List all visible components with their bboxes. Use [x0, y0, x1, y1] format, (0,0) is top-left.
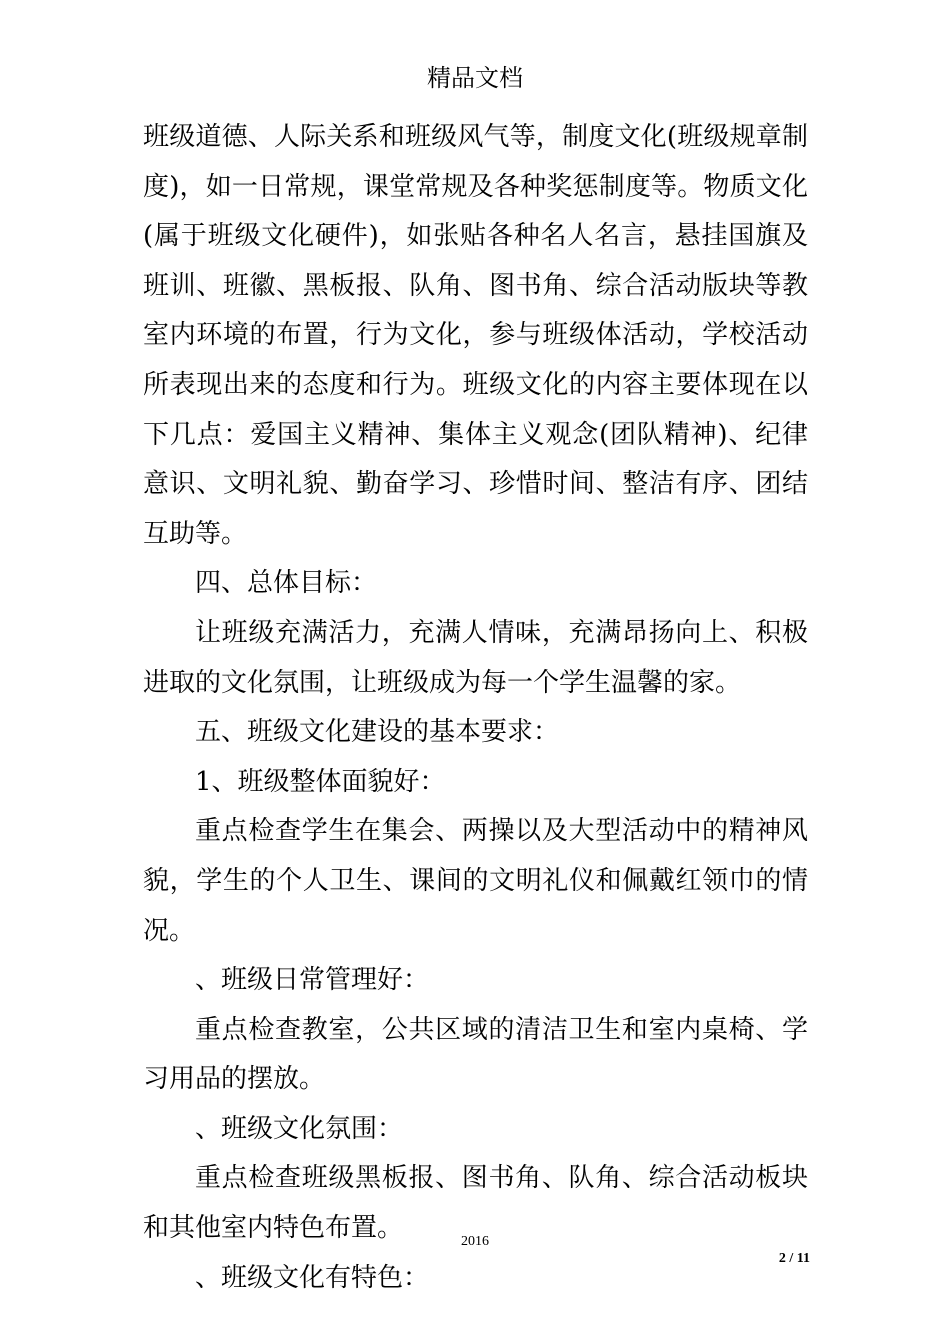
paragraph-culture-atmosphere: 重点检查班级黑板报、图书角、队角、综合活动板块和其他室内特色布置。 [143, 1163, 808, 1244]
paragraph-overall-appearance: 重点检查学生在集会、两操以及大型活动中的精神风貌，学生的个人卫生、课间的文明礼仪和佩戴红领巾的情况。 [143, 816, 808, 946]
subheading-overall-appearance: 1、班级整体面貌好： [195, 766, 446, 797]
subheading-culture-features: 、班级文化有特色： [195, 1262, 430, 1293]
heading-basic-requirements: 五、班级文化建设的基本要求： [195, 717, 560, 748]
document-body [143, 113, 808, 1303]
heading-overall-goal: 四、总体目标： [195, 568, 378, 599]
paragraph-overall-goal: 让班级充满活力，充满人情味，充满昂扬向上、积极进取的文化氛围，让班级成为每一个学生温馨的家。 [143, 617, 808, 698]
page-header-title: 精品文档 [427, 64, 523, 92]
subheading-culture-atmosphere: 、班级文化氛围： [195, 1113, 404, 1144]
page-number: 2 / 11 [778, 1251, 810, 1266]
paragraph-daily-management: 重点检查教室，公共区域的清洁卫生和室内桌椅、学习用品的摆放。 [143, 1014, 808, 1095]
paragraph-class-culture-content: 班级道德、人际关系和班级风气等，制度文化(班级规章制度)，如一日常规，课堂常规及各种奖惩制度等。物质文化(属于班级文化硬件)，如张贴各种名人名言，悬挂国旗及班训、班徽、黑板报、队角、图书角、综合活动版块等教室内环境的布置，行为文化，参与班级体活动，学校活动所表现出来的态度和行为。班级文化的内容主要体现在以下几点：爱国主义精神、集体主义观念(团队精神)、纪律意识、文明礼貌、勤奋学习、珍惜时间、整洁有序、团结互助等。 [143, 122, 808, 549]
footer-year: 2016 [461, 1234, 489, 1249]
subheading-daily-management: 、班级日常管理好： [195, 965, 430, 996]
